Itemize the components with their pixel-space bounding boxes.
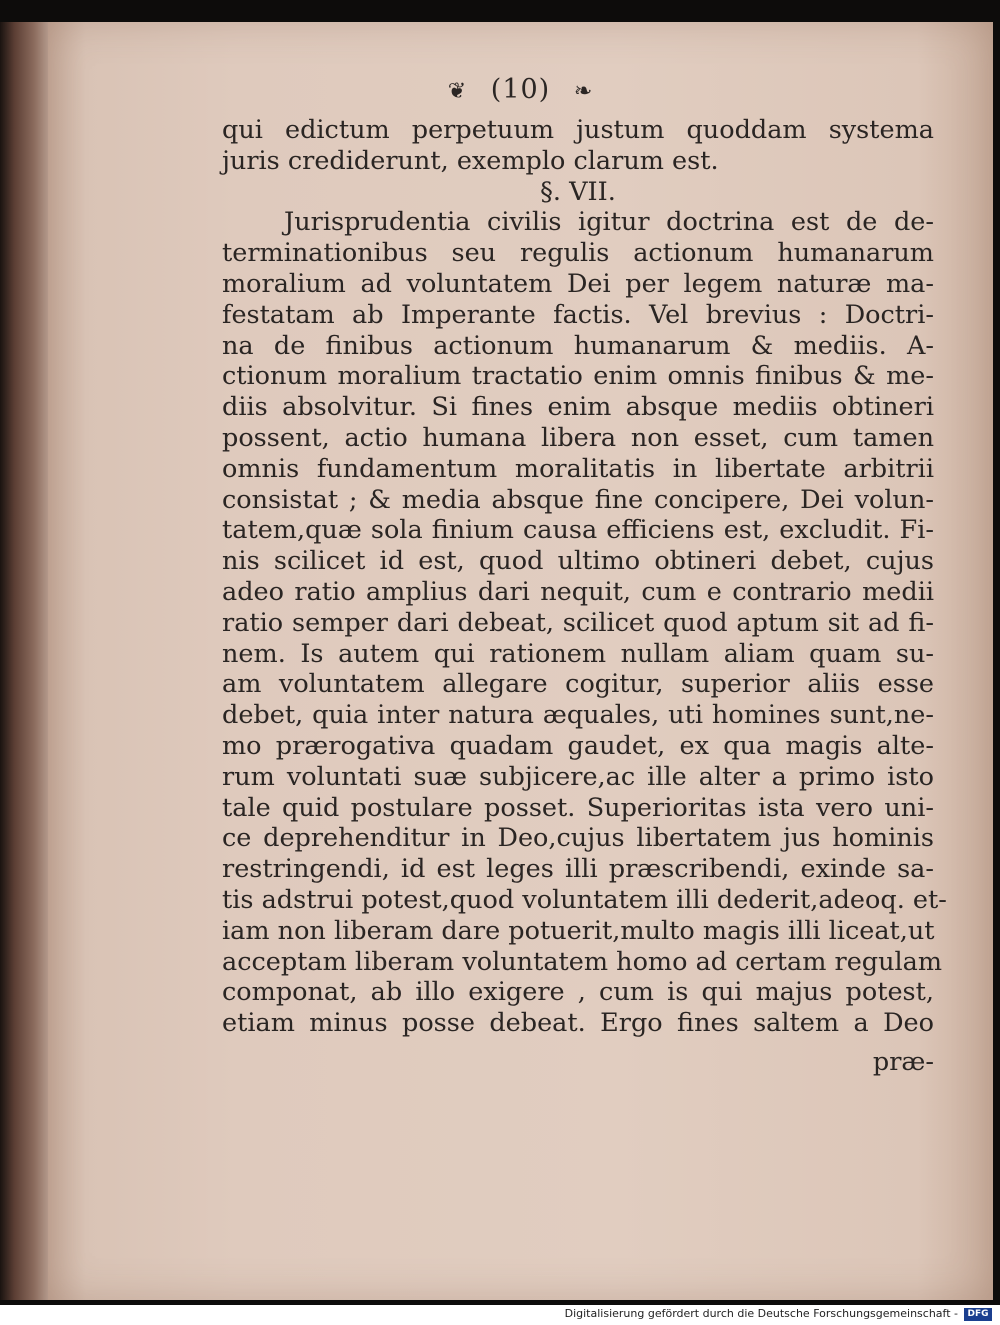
text-line: adeo ratio amplius dari nequit, cum e contrario medii <box>222 576 934 607</box>
text-line: diis absolvitur. Si fines enim absque mediis obtineri <box>222 392 934 423</box>
text-line: etiam minus posse debeat. Ergo fines saltem a Deo <box>222 1008 934 1039</box>
text-line: ratio semper dari debeat, scilicet quod aptum sit ad fi- <box>222 607 934 638</box>
text-line: consistat ; & media absque fine concipere, Dei volun- <box>222 484 934 515</box>
footer-bar <box>0 1305 1000 1325</box>
footer-credit: Digitalisierung gefördert durch die Deutsche Forschungsgemeinschaft - <box>564 1307 958 1320</box>
text-line: Jurisprudentia civilis igitur doctrina est de de- <box>284 207 934 238</box>
text-line: am voluntatem allegare cogitur, superior aliis esse <box>222 669 934 700</box>
ornament-right-icon: ❧ <box>573 79 594 104</box>
text-line: nem. Is autem qui rationem nullam aliam quam su- <box>222 638 934 669</box>
book-binding-edge <box>0 22 48 1300</box>
dfg-logo-icon: DFG <box>964 1308 992 1321</box>
text-line: componat, ab illo exigere , cum is qui majus potest, <box>222 977 934 1008</box>
ornament-left-icon: ❦ <box>447 79 468 104</box>
text-line: rum voluntati suæ subjicere,ac ille alter a primo isto <box>222 761 934 792</box>
text-line: acceptam liberam voluntatem homo ad certam regulam <box>222 946 943 977</box>
text-line: tis adstrui potest,quod voluntatem illi dederit,adeoq. et- <box>222 884 947 915</box>
book-page <box>48 22 993 1300</box>
text-line: mo prærogativa quadam gaudet, ex qua magis alte- <box>222 730 934 761</box>
text-line: festatam ab Imperante factis. Vel brevius : Doctri- <box>222 299 934 330</box>
text-line: ce deprehenditur in Deo,cujus libertatem jus hominis <box>222 823 934 854</box>
page-number: (10) <box>490 74 551 105</box>
text-line: juris crediderunt, exemplo clarum est. <box>222 145 719 176</box>
text-line: restringendi, id est leges illi præscribendi, exinde sa- <box>222 854 934 885</box>
text-line: tatem,quæ sola finium causa efficiens est, excludit. Fi- <box>222 515 934 546</box>
text-line: omnis fundamentum moralitatis in libertate arbitrii <box>222 453 934 484</box>
catchword: præ- <box>872 1046 934 1077</box>
text-line: tale quid postulare posset. Superioritas ista vero uni- <box>222 792 934 823</box>
text-line: nis scilicet id est, quod ultimo obtineri debet, cujus <box>222 546 934 577</box>
text-line: qui edictum perpetuum justum quoddam systema <box>222 115 934 145</box>
text-line: debet, quia inter natura æquales, uti homines sunt,ne- <box>222 700 934 731</box>
section-heading: §. VII. <box>540 176 616 207</box>
text-line: na de finibus actionum humanarum & mediis. A- <box>222 330 934 361</box>
text-line: moralium ad voluntatem Dei per legem naturæ ma- <box>222 268 934 299</box>
text-line: iam non liberam dare potuerit,multo magis illi liceat,ut <box>222 915 935 946</box>
text-line: possent, actio humana libera non esset, cum tamen <box>222 422 934 453</box>
page-text <box>222 115 947 1078</box>
page-header <box>48 74 993 105</box>
text-line: ctionum moralium tractatio enim omnis finibus & me- <box>222 361 934 392</box>
text-line: terminationibus seu regulis actionum humanarum <box>222 238 934 269</box>
